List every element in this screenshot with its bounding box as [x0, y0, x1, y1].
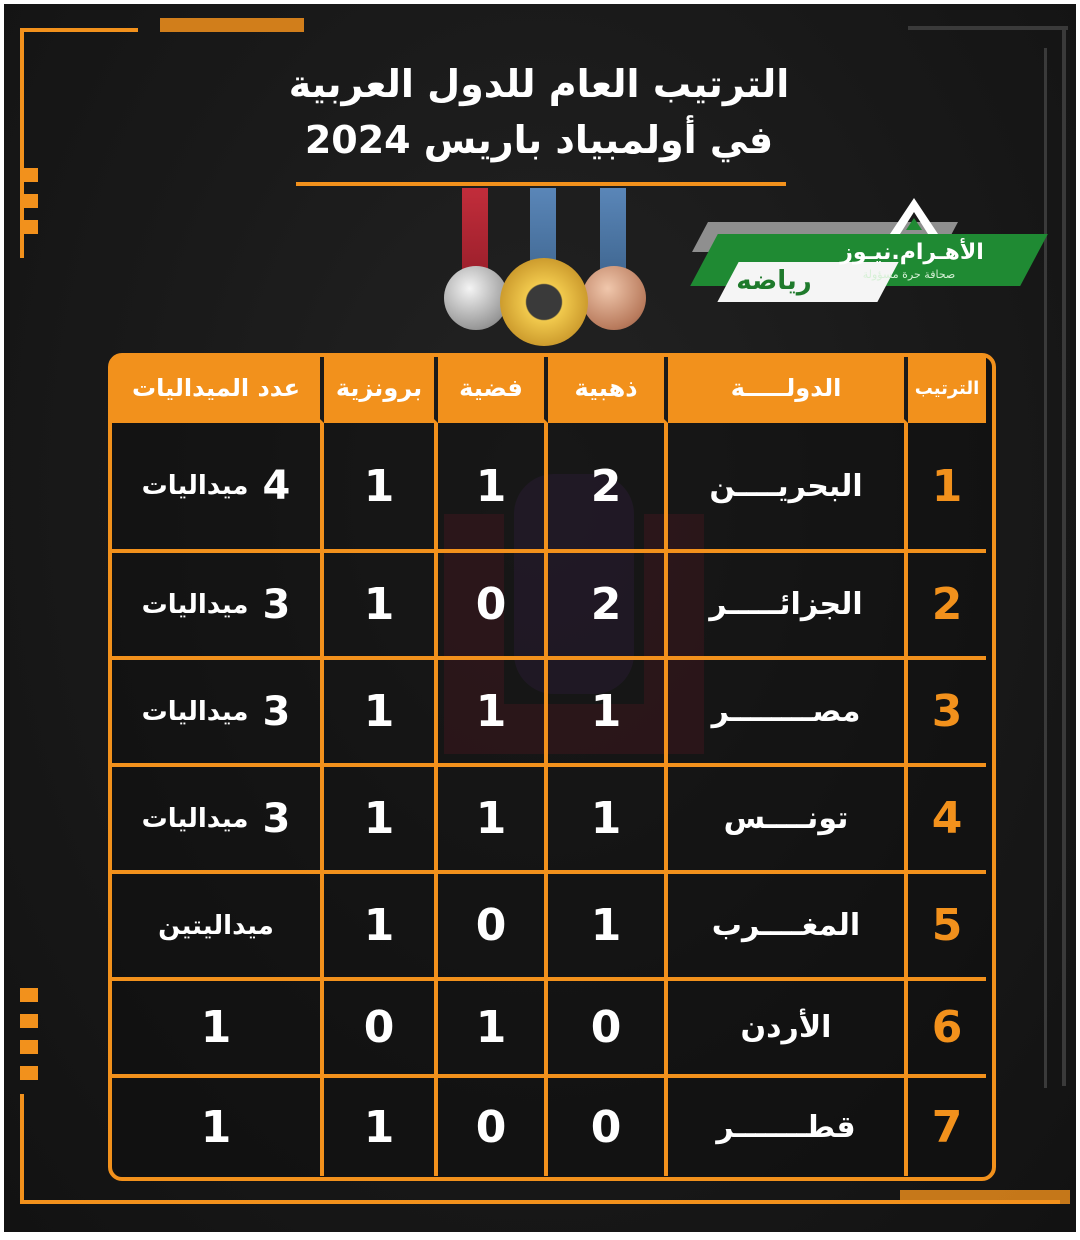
brand-section-label: رياضه	[736, 266, 812, 296]
title-underline	[296, 182, 786, 186]
header-country: الدولـــــة	[668, 357, 908, 423]
bronze-count-cell: 1	[324, 874, 438, 981]
frame-notch	[20, 194, 38, 208]
total-count: 1	[200, 1002, 232, 1053]
frame-brush-stroke	[160, 18, 304, 32]
total-word: ميداليات	[141, 803, 249, 834]
title-line-2: في أولمبياد باريس 2024	[304, 118, 774, 162]
frame-notch	[20, 1040, 38, 1054]
total-medals-cell	[112, 553, 324, 660]
bronze-medal-icon	[582, 266, 646, 330]
header-bronze: برونزية	[324, 357, 438, 423]
total-word: ميداليات	[141, 589, 249, 620]
silver-count-cell: 0	[438, 553, 548, 660]
header-gold: ذهبية	[548, 357, 668, 423]
frame-notch	[20, 1066, 38, 1080]
rank-cell: 7	[931, 1101, 963, 1153]
total-count: 4	[262, 463, 291, 509]
total-count: 3	[262, 688, 291, 735]
bronze-count-cell: 1	[324, 660, 438, 767]
gold-count-cell: 2	[548, 553, 668, 660]
silver-count-cell: 1	[438, 660, 548, 767]
medal-ribbon	[600, 188, 626, 278]
country-name-cell: تونــــس	[668, 767, 908, 874]
rank-cell: 1	[908, 423, 986, 553]
pyramid-logo-icon	[888, 196, 940, 236]
total-medals-cell	[112, 874, 324, 981]
bronze-count-cell: 1	[324, 423, 438, 553]
country-name-cell: قطـــــــر	[668, 1078, 908, 1176]
frame-notch	[20, 1014, 38, 1028]
frame-left-bottom-bar	[20, 1094, 24, 1204]
brand-tagline: صحافة حرة مسؤولة	[862, 268, 956, 281]
page-title	[274, 56, 804, 168]
gold-medal-icon	[500, 258, 588, 346]
country-name-cell: مصــــــــر	[668, 660, 908, 767]
silver-count-cell: 0	[438, 1078, 548, 1176]
infographic-frame	[4, 4, 1076, 1232]
frame-top-left-bar	[20, 28, 138, 32]
silver-count-cell: 1	[438, 981, 548, 1078]
bronze-count-cell: 1	[324, 1078, 438, 1176]
medal-table	[108, 353, 996, 1181]
total-count: 1	[200, 1101, 232, 1153]
silver-count-cell: 0	[438, 874, 548, 981]
gold-count-cell: 2	[548, 423, 668, 553]
rank-cell: 3	[908, 660, 986, 767]
country-name-cell: الجزائـــــر	[668, 553, 908, 660]
total-medals-cell	[112, 1078, 324, 1176]
total-word: ميداليات	[141, 696, 249, 727]
bronze-count-cell: 0	[324, 981, 438, 1078]
frame-notch	[20, 988, 38, 1002]
rank-cell: 2	[908, 553, 986, 660]
frame-notch	[20, 168, 38, 182]
total-count: 3	[262, 795, 291, 842]
rank-cell: 6	[908, 981, 986, 1078]
country-name-cell: المغــــرب	[668, 874, 908, 981]
gold-count-cell: 1	[548, 874, 668, 981]
rank-cell: 4	[908, 767, 986, 874]
bronze-count-cell: 1	[324, 767, 438, 874]
total-medals-cell	[112, 981, 324, 1078]
total-count: 3	[262, 581, 291, 628]
total-medals-cell	[112, 660, 324, 767]
gold-count-cell: 1	[548, 767, 668, 874]
header-rank: الترتيب	[908, 357, 986, 423]
country-name-cell: البحريــــن	[668, 423, 908, 553]
frame-brush-stroke	[900, 1190, 1070, 1204]
silver-count-cell: 1	[438, 423, 548, 553]
header-silver: فضية	[438, 357, 548, 423]
frame-right-line	[1062, 26, 1066, 1086]
title-line-1: الترتيب العام للدول العربية	[288, 62, 790, 106]
country-name-cell: الأردن	[668, 981, 908, 1078]
gold-count-cell: 1	[548, 660, 668, 767]
silver-medal-icon	[444, 266, 508, 330]
gold-count-cell: 0	[548, 1078, 668, 1176]
silver-count-cell: 1	[438, 767, 548, 874]
header-total: عدد الميداليات	[112, 357, 324, 423]
medal-ribbon	[462, 188, 488, 278]
total-word: ميداليتين	[158, 910, 274, 941]
bronze-count-cell: 1	[324, 553, 438, 660]
gold-count-cell: 0	[548, 981, 668, 1078]
total-medals-cell	[112, 423, 324, 553]
total-medals-cell	[112, 767, 324, 874]
brand-name: الأهـرام.نيـوز	[840, 240, 984, 265]
frame-right-line-inner	[1044, 48, 1047, 1088]
frame-notch	[20, 220, 38, 234]
total-word: ميداليات	[141, 471, 249, 501]
frame-top-right-line	[908, 26, 1068, 30]
rank-cell: 5	[908, 874, 986, 981]
